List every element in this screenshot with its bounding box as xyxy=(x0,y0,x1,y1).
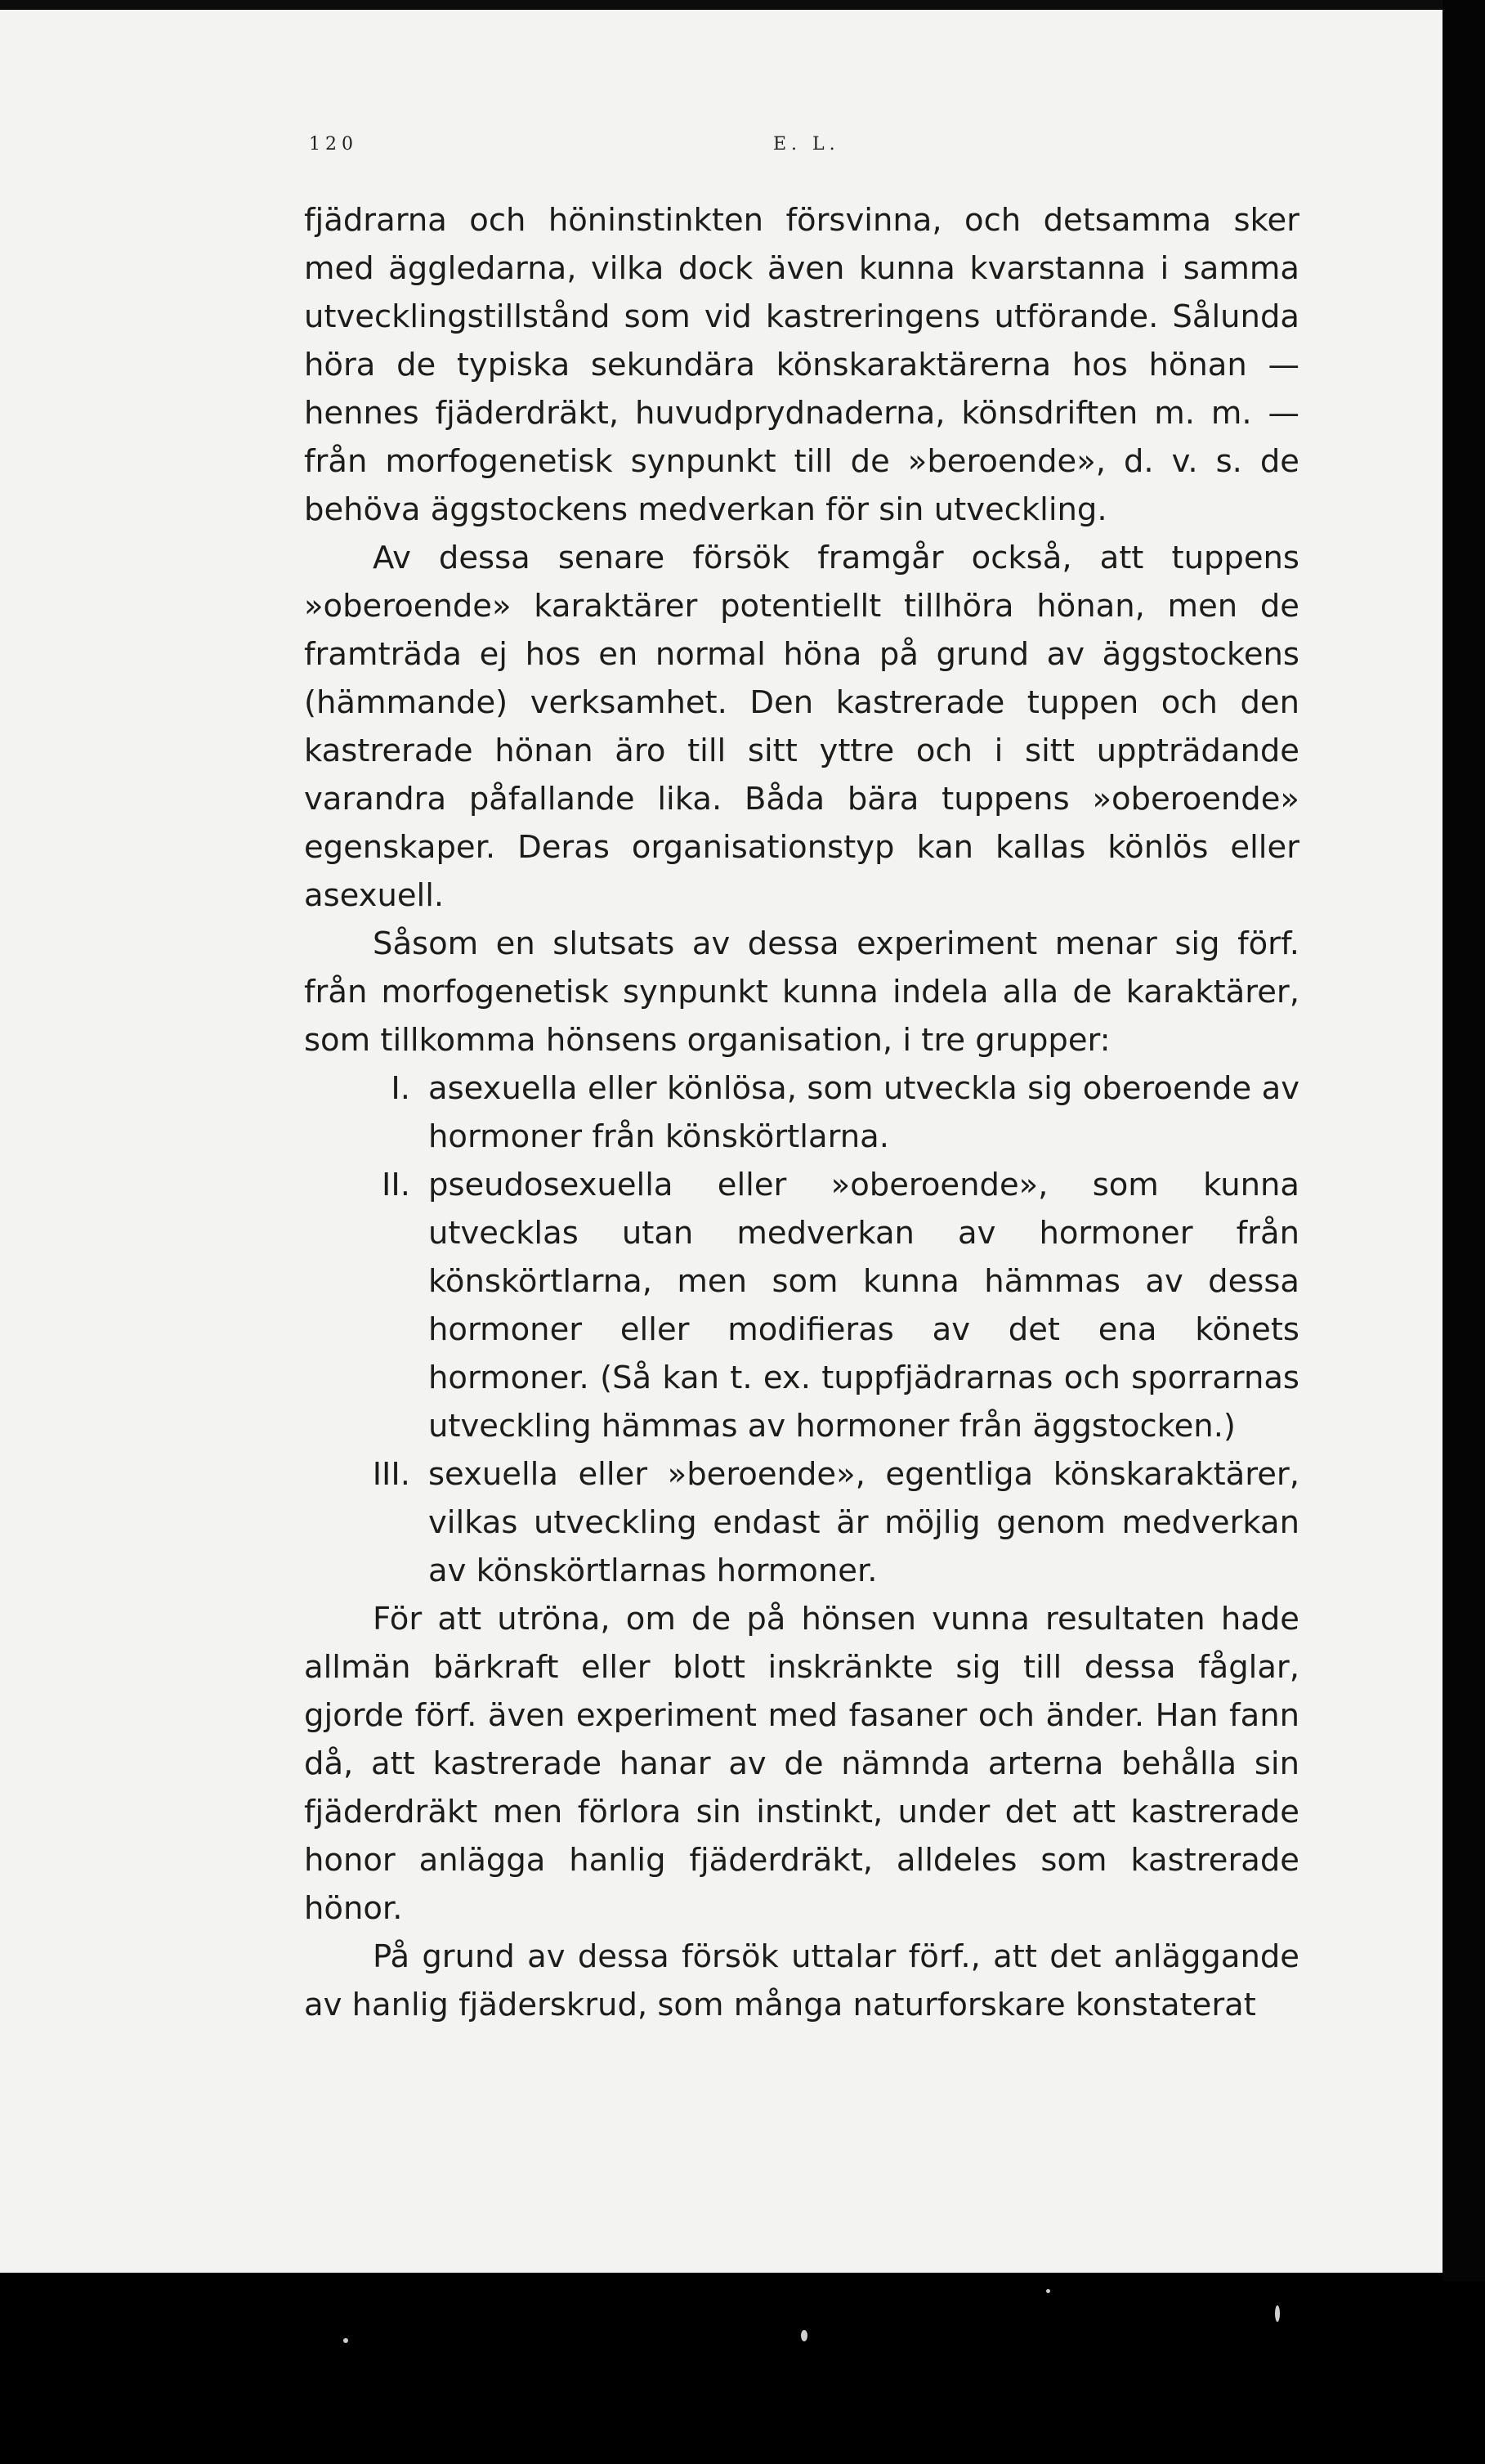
paragraph: Av dessa senare försök framgår också, att tuppens »oberoende» karaktärer potentiellt tillhöra hönan, men de framträda ej hos en normal höna på grund av äggstockens (hämmande) verksamhet. Den kastrerade tuppen och den kastrerade hönan äro till sitt yttre och i sitt uppträdande varandra påfallande lika. Båda bära tuppens »oberoende» egenskaper. Deras organisationstyp kan kallas könlös eller asexuell. xyxy=(304,540,1299,914)
scan-speck xyxy=(343,2338,348,2343)
paragraph: På grund av dessa försök uttalar förf., att det anläggande av hanlig fjäderskrud, som många naturforskare konstaterat xyxy=(304,1938,1299,2023)
list-item xyxy=(304,1161,1299,1450)
paragraph: fjädrarna och höninstinkten försvinna, och detsamma sker med äggledarna, vilka dock även kunna kvarstanna i samma utvecklingstillstånd som vid kastreringens utförande. Sålunda höra de typiska sekundära könskaraktärerna hos hönan — hennes fjäderdräkt, huvudprydnaderna, könsdriften m. m. — från morfogenetisk synpunkt till de »beroende», d. v. s. de behöva äggstockens medverkan för sin utveckling. xyxy=(304,202,1299,528)
list-numeral: I. xyxy=(391,1070,410,1107)
page-number: 120 xyxy=(309,134,358,155)
body-text xyxy=(304,196,1299,2029)
list-item-text: sexuella eller »beroende», egentliga könskaraktärer, vilkas utveckling endast är möjlig genom medverkan av könskörtlarnas hormoner. xyxy=(428,1456,1299,1589)
book-page xyxy=(0,10,1443,2273)
running-head: E. L. xyxy=(773,134,840,155)
scan-right-edge xyxy=(1443,0,1485,2281)
list-numeral: II. xyxy=(382,1167,410,1203)
list-item-text: asexuella eller könlösa, som utveckla sig oberoende av hormoner från könskörtlarna. xyxy=(428,1070,1299,1155)
scan-speck xyxy=(1046,2289,1050,2293)
paragraph: För att utröna, om de på hönsen vunna resultaten hade allmän bärkraft eller blott inskränkte sig till dessa fåglar, gjorde förf. även experiment med fasaner och änder. Han fann då, att kastrerade hanar av de nämnda arterna behålla sin fjäderdräkt men förlora sin instinkt, under det att kastrerade honor anlägga hanlig fjäderdräkt, alldeles som kastrerade hönor. xyxy=(304,1601,1299,1927)
list-item-text: pseudosexuella eller »oberoende», som kunna utvecklas utan medverkan av hormoner från könskörtlarna, men som kunna hämmas av dessa hormoner eller modifieras av det ena könets hormoner. (Så kan t. ex. tuppfjädrarnas och sporrarnas utveckling hämmas av hormoner från äggstocken.) xyxy=(428,1167,1299,1445)
list-numeral: III. xyxy=(372,1456,410,1493)
list-item xyxy=(304,1450,1299,1595)
list-item xyxy=(304,1064,1299,1161)
scan-speck xyxy=(1275,2305,1280,2322)
paragraph: Såsom en slutsats av dessa experiment menar sig förf. från morfogenetisk synpunkt kunna indela alla de karaktärer, som tillkomma hönsens organisation, i tre grupper: xyxy=(304,925,1299,1059)
scan-top-edge xyxy=(0,0,1485,10)
scan-speck xyxy=(801,2330,807,2341)
